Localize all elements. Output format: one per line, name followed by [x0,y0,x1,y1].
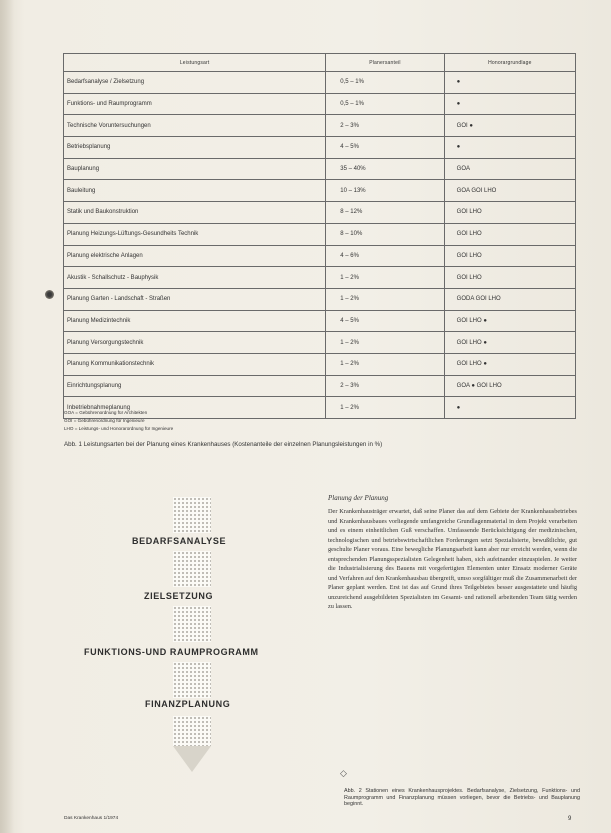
cell-share: 1 – 2% [326,332,444,354]
cell-share: 8 – 10% [326,223,444,245]
cell-share: 8 – 12% [326,202,444,224]
cell-share: 1 – 2% [326,267,444,289]
dotted-stage-block [173,551,211,587]
figure-2-caption: Abb. 2 Stationen eines Krankenhausprojektes. Bedarfsanalyse, Zielsetzung, Funktions- und Raumprogramm und Finanzplanung müssen vorliegen, bevor die Betriebs- und Bauplanung beginnt. [344,788,580,808]
column-header-share: Planersanteil [326,54,444,72]
cell-task: Betriebsplanung [64,137,326,159]
table-row [64,202,576,224]
page-edge-shadow [0,0,14,833]
cell-basis: GOI LHO [444,223,575,245]
cell-share: 4 – 6% [326,245,444,267]
table-row [64,375,576,397]
cell-basis: GOI ● [444,115,575,137]
binder-hole [45,290,54,299]
planning-tasks-table [63,53,576,419]
cell-share: 35 – 40% [326,158,444,180]
legend-goa: GOA = Gebührenordnung für Architekten [64,410,148,415]
legend-lho: LHO = Leistungs- und Honorarordnung für Ingenieure [64,426,174,431]
dotted-stage-block [173,606,211,642]
cell-basis: GOI LHO ● [444,332,575,354]
cell-basis: GOI LHO ● [444,310,575,332]
table-header-row [64,54,576,72]
cell-share: 1 – 2% [326,397,444,419]
cell-basis: GODA GOI LHO [444,288,575,310]
table-row [64,180,576,202]
footer-publication: Das Krankenhaus 1/1974 [64,816,119,821]
cell-basis: ● [444,137,575,159]
cell-task: Statik und Baukonstruktion [64,202,326,224]
cell-share: 4 – 5% [326,137,444,159]
cell-task: Einrichtungsplanung [64,375,326,397]
cell-share: 1 – 2% [326,353,444,375]
cell-basis: GOI LHO [444,202,575,224]
section-heading: Planung der Planung [328,494,389,502]
cell-task: Planung Medizintechnik [64,310,326,332]
dotted-stage-block [173,716,211,746]
cell-share: 10 – 13% [326,180,444,202]
cell-basis: GOA [444,158,575,180]
cell-task: Technische Voruntersuchungen [64,115,326,137]
cell-share: 1 – 2% [326,288,444,310]
cell-task: Bauleitung [64,180,326,202]
cell-share: 2 – 3% [326,115,444,137]
table-row [64,115,576,137]
column-header-task: Leistungsart [64,54,326,72]
legend-goi: GOI = Gebührenordnung für Ingenieure [64,418,145,423]
table-row [64,245,576,267]
cell-task: Inbetriebnahmeplanung [64,397,326,419]
table-body [64,72,576,419]
cell-basis: ● [444,397,575,419]
cell-task: Planung Kommunikationstechnik [64,353,326,375]
table-row [64,267,576,289]
cell-basis: GOA GOI LHO [444,180,575,202]
table-row [64,310,576,332]
cell-task: Planung Versorgungstechnik [64,332,326,354]
cell-basis: GOA ● GOI LHO [444,375,575,397]
cell-share: 2 – 3% [326,375,444,397]
body-paragraph: Der Krankenhausträger erwartet, daß seine Planer das auf dem Gebiete der Krankenhausbetriebes und Krankenhausbaues vorliegende umfangreiche Grundlagenmaterial in dem Projekt verarbeiten und es einem einheitlichen Guß verschaffen. Umfassende Berücksichtigung der medizinischen, technologischen und betriebswirtschaftlichen Forderungen setzt Spezialisierte, bewußtlichte, gut geschulte Planer voraus. Eine bewegliche Planungsarbeit kann aber nur erreicht werden, wenn die entsprechenden Planungsspezialisten Gelegenheit haben, sich aufeinander einzuspielen. Je weiter die Industrialisierung des Bauens mit vorgefertigten Elementen unter Einsatz moderner Geräte und Verfahren auf den Krankenhausbau übergreift, umso sorgfältiger muß die Zusammenarbeit der Planer geplant werden. Erst ist das auf Grund ihres Teilgebietes besser ausgestattete und häufig unzureichend ausgebildeten Spezialisten im Gesamt- und rationell arbeitenden Team tätig werden zu lassen. [328,508,577,611]
cell-basis: ● [444,72,575,94]
cell-task: Akustik - Schallschutz - Bauphysik [64,267,326,289]
table-row [64,223,576,245]
cell-task: Planung Garten - Landschaft - Straßen [64,288,326,310]
cell-task: Planung Heizungs-Lüftungs-Gesundheits Technik [64,223,326,245]
table-row [64,288,576,310]
cell-basis: GOI LHO [444,267,575,289]
cell-basis: ● [444,93,575,115]
stage-label-zielsetzung: ZIELSETZUNG [144,591,214,601]
cell-share: 0,5 – 1% [326,93,444,115]
dotted-stage-block [173,497,211,533]
table-row [64,353,576,375]
table-row [64,332,576,354]
table-row [64,93,576,115]
table-row [64,158,576,180]
cell-basis: GOI LHO ● [444,353,575,375]
table-row [64,137,576,159]
cell-share: 4 – 5% [326,310,444,332]
cell-task: Bedarfsanalyse / Zielsetzung [64,72,326,94]
column-header-basis: Honorargrundlage [444,54,575,72]
table-row [64,72,576,94]
stage-label-finanzplanung: FINANZPLANUNG [145,699,231,709]
figure-1-caption: Abb. 1 Leistungsarten bei der Planung eines Krankenhauses (Kostenanteile der einzelnen Planungsleistungen in %) [64,441,383,448]
cell-task: Funktions- und Raumprogramm [64,93,326,115]
cell-basis: GOI LHO [444,245,575,267]
stage-label-bedarfsanalyse: BEDARFSANALYSE [132,536,227,546]
cell-task: Bauplanung [64,158,326,180]
dotted-stage-block [173,662,211,698]
cell-share: 0,5 – 1% [326,72,444,94]
page-number: 9 [568,816,572,822]
down-arrow-icon [173,746,211,772]
diamond-arrow-icon: ◇ [340,768,347,778]
stage-label-funktions-raumprogramm: FUNKTIONS-UND RAUMPROGRAMM [84,647,259,657]
cell-task: Planung elektrische Anlagen [64,245,326,267]
